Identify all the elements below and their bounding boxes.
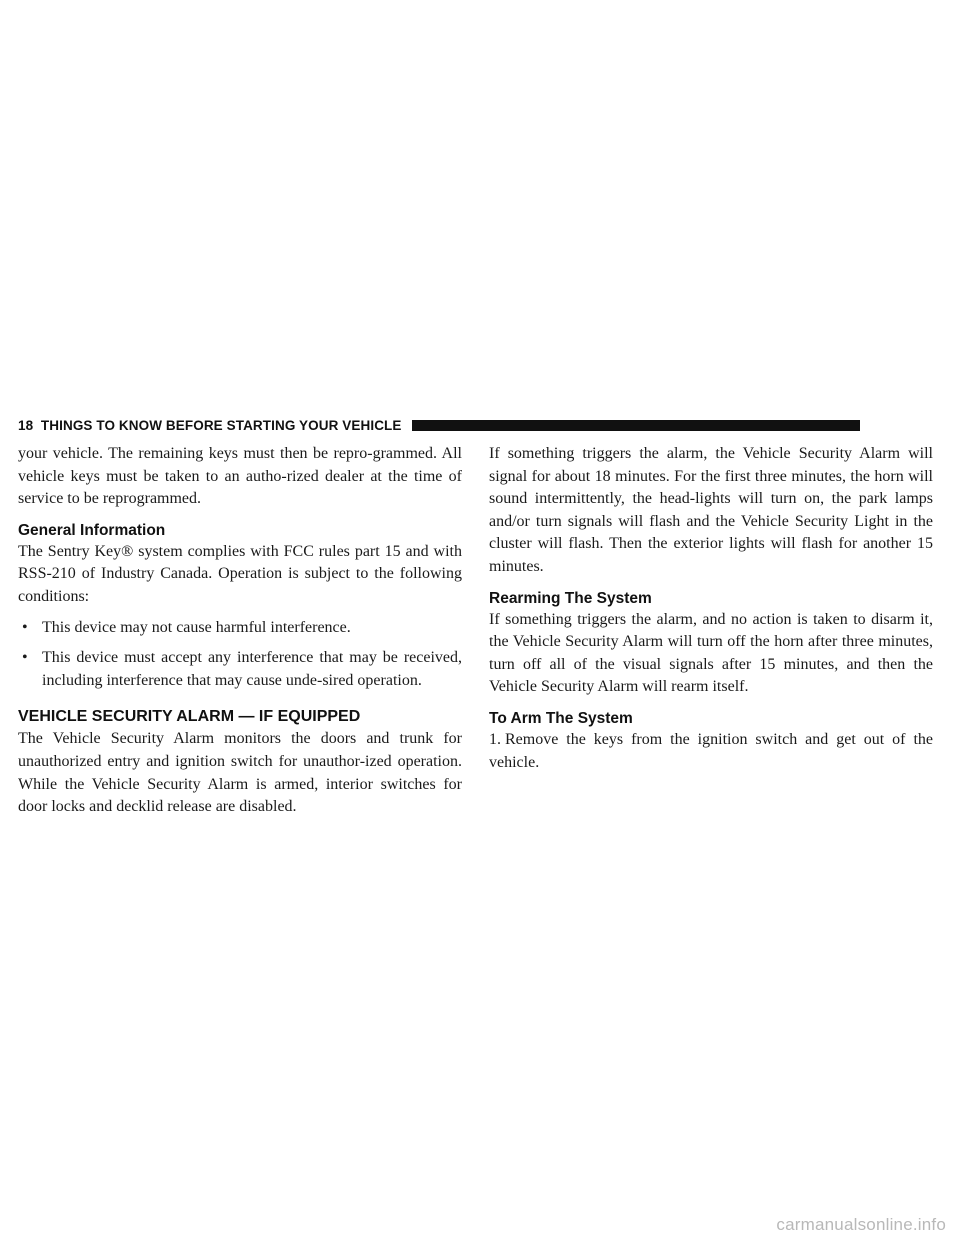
step-text: Remove the keys from the ignition switch and get out of the vehicle. [489,730,933,771]
general-information-paragraph: The Sentry Key® system complies with FCC rules part 15 and with RSS-210 of Industry Canada. Operation is subject to the following conditions: [18,542,462,605]
rearming-heading: Rearming The System [489,589,652,607]
conditions-list [18,617,462,693]
list-item [18,647,462,692]
arm-system-heading: To Arm The System [489,709,633,727]
list-item-text: This device may not cause harmful interference. [42,618,351,636]
intro-paragraph: your vehicle. The remaining keys must then be repro-grammed. All vehicle keys must be taken to an autho-rized dealer at the time of service to be reprogrammed. [18,445,462,508]
step-number: 1. [489,730,501,748]
general-information-heading: General Information [18,521,166,539]
watermark: carmanualsonline.info [776,1215,946,1234]
alarm-heading: VEHICLE SECURITY ALARM — IF EQUIPPED [18,708,361,726]
list-item [18,617,462,640]
right-column [489,443,933,774]
alarm-paragraph: The Vehicle Security Alarm monitors the doors and trunk for unauthorized entry and ignition switch for unauthor-ized operation. While the Vehicle Security Alarm is armed, interior switches for door locks and decklid release are disabled. [18,730,462,816]
page-number: 18 [18,417,34,433]
trigger-paragraph: If something triggers the alarm, the Vehicle Security Alarm will signal for about 18 minutes. For the first three minutes, the horn will sound intermittently, the head-lights will turn on, the park lamps and/or turn signals will flash and the Vehicle Security Light in the cluster will flash. Then the exterior lights will flash for another 15 minutes. [489,445,933,575]
header-rule [412,420,861,431]
bullet-icon: • [22,618,28,636]
page-header [18,414,860,436]
step-1 [489,729,933,774]
chapter-title: THINGS TO KNOW BEFORE STARTING YOUR VEHICLE [40,417,402,433]
bullet-icon: • [22,649,28,667]
rearming-paragraph: If something triggers the alarm, and no action is taken to disarm it, the Vehicle Security Alarm will turn off the horn after three minutes, turn off all of the visual signals after 15 minutes, and then the Vehicle Security Alarm will rearm itself. [489,610,933,696]
left-column [18,443,462,819]
list-item-text: This device must accept any interference that may be received, including interference that may cause unde-sired operation. [42,649,462,689]
header-text [18,418,402,433]
